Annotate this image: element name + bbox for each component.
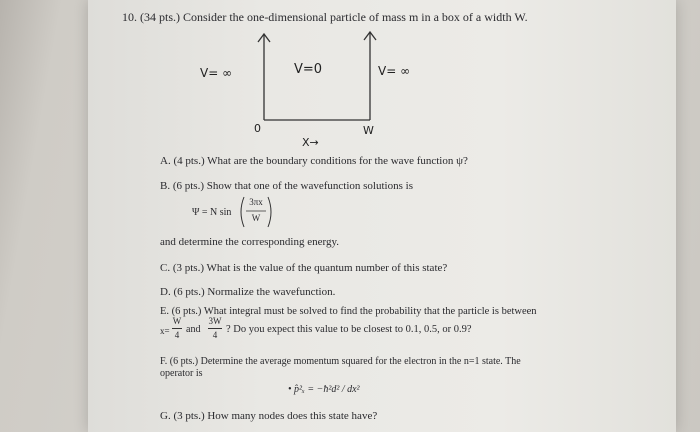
potential-right-label: V= ∞ (378, 64, 411, 78)
part-f-question: F. (6 pts.) Determine the average momentum squared for the electron in the n=1 state. The (160, 356, 521, 367)
momentum-operator-equation: • p̂²ₓ = −ħ²d² / dx² (288, 384, 360, 395)
psi-fraction-denominator: W (251, 213, 261, 223)
part-d-question: D. (6 pts.) Normalize the wavefunction. (160, 286, 336, 298)
part-e-question: E. (6 pts.) What integral must be solved to find the probability that the particle is between (160, 306, 537, 317)
part-e-upper-bar (208, 328, 222, 329)
x-origin-label: 0 (254, 122, 261, 135)
part-e-lower-denominator: 4 (174, 330, 180, 340)
part-a-question: A. (4 pts.) What are the boundary conditions for the wave function ψ? (160, 155, 468, 167)
x-axis-label: X→ (302, 136, 319, 149)
part-e-upper-denominator: 4 (212, 330, 218, 340)
x-width-label: W (363, 124, 374, 137)
part-e-upper-numerator: 3W (208, 316, 222, 326)
potential-well-diagram (238, 28, 418, 143)
energy-line: and determine the corresponding energy. (160, 236, 339, 248)
problem-header: 10. (34 pts.) Consider the one-dimensional particle of mass m in a box of a width W. (122, 10, 528, 24)
part-c-question: C. (3 pts.) What is the value of the quantum number of this state? (160, 262, 448, 274)
psi-equation-lhs: Ψ = N sin (192, 207, 232, 218)
psi-fraction-numerator: 3πx (249, 197, 263, 207)
part-e-tail: ? Do you expect this value to be closest to 0.1, 0.5, or 0.9? (226, 324, 472, 335)
worksheet-page (88, 0, 676, 432)
part-e-and: and (186, 324, 201, 335)
part-e-lower-bar (172, 328, 182, 329)
potential-left-label: V= ∞ (200, 66, 233, 80)
part-g-question: G. (3 pts.) How many nodes does this state have? (160, 410, 378, 422)
part-f-operator-intro: operator is (160, 368, 203, 379)
potential-middle-label: V=0 (294, 62, 323, 77)
part-e-x-equals: x= (160, 326, 170, 336)
part-e-lower-numerator: W (172, 316, 182, 326)
part-b-question: B. (6 pts.) Show that one of the wavefunction solutions is (160, 180, 413, 192)
